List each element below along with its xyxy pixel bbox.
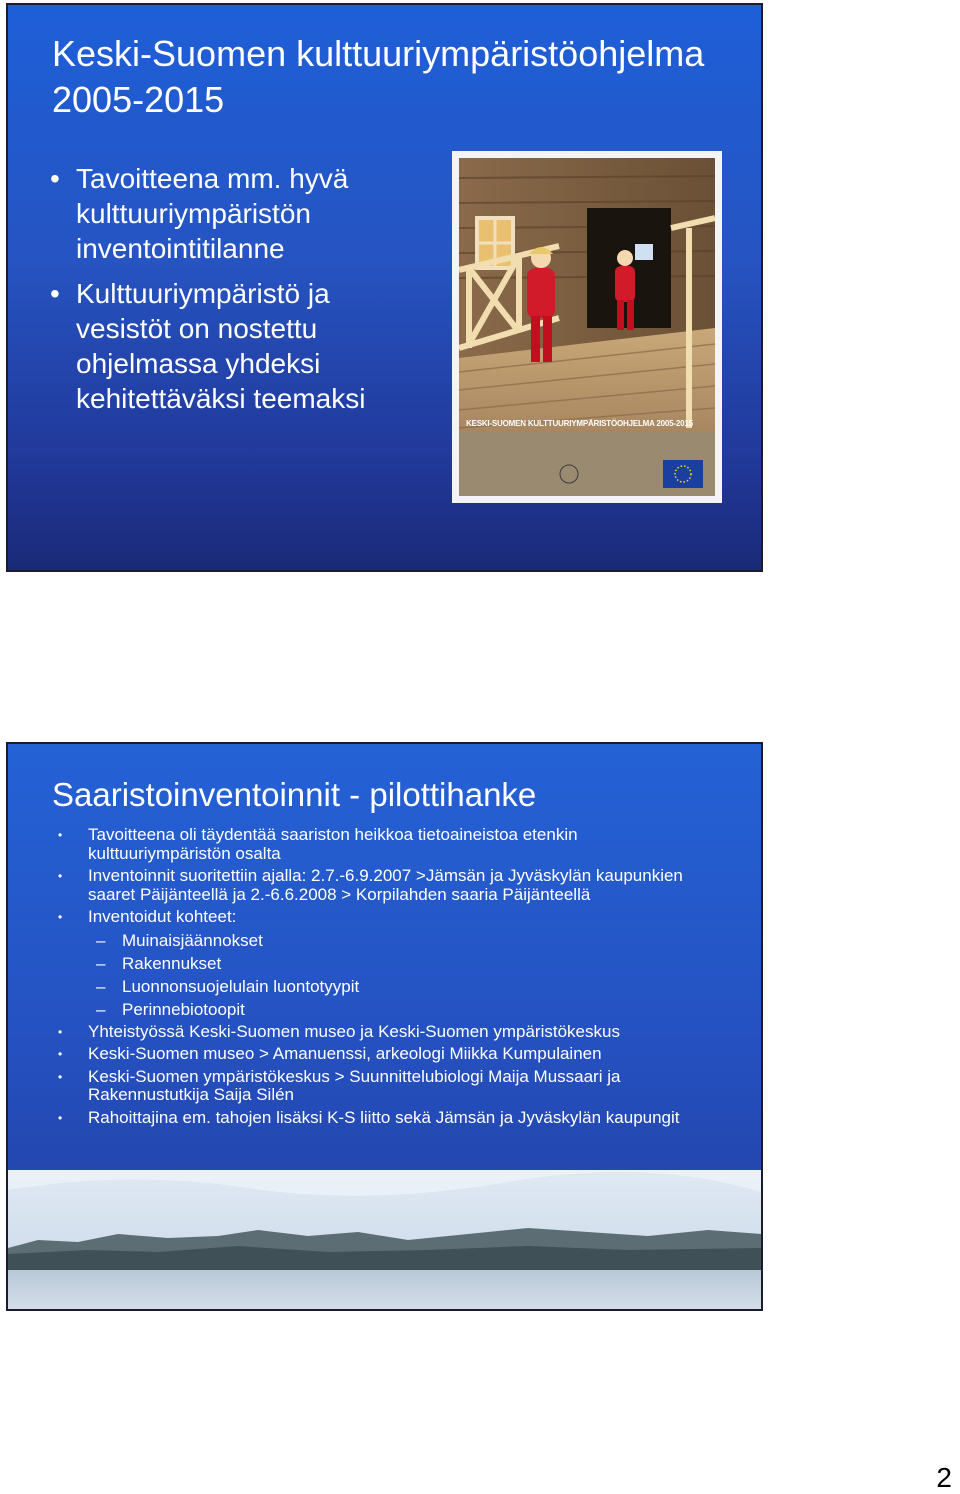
slide-1-title: Keski-Suomen kulttuuriympäristöohjelma 2005-2015: [52, 33, 705, 120]
sub-bullet: – Rakennukset: [88, 954, 718, 973]
cover-photo: [459, 158, 715, 496]
lake-landscape-image: [8, 1170, 761, 1309]
slide-2-title: Saaristoinventoinnit - pilottihanke: [52, 776, 537, 813]
sub-bullet: – Muinaisjäännokset: [88, 931, 718, 950]
slide-2-bullet: • Inventoinnit suoritettiin ajalla: 2.7.-6.9.2007 >Jämsän ja Jyväskylän kaupunkien saaret Päijänteellä ja 2.-6.6.2008 > Korpilahden saaria Päijänteellä: [58, 867, 718, 904]
slide-1-bullet: • Tavoitteena mm. hyvä kulttuuriympäristön inventointitilanne: [48, 161, 418, 266]
slide-2-bullet: • Keski-Suomen ympäristökeskus > Suunnittelubiologi Maija Mussaari ja Rakennustutkija Saija Silén: [58, 1068, 718, 1105]
slide-2-bullet: • Yhteistyössä Keski-Suomen museo ja Keski-Suomen ympäristökeskus: [58, 1023, 718, 1042]
slide-2-bullet-text: Inventoidut kohteet:: [88, 907, 237, 926]
sub-bullet: – Perinnebiotoopit: [88, 1000, 718, 1019]
slide-2-bullet: • Rahoittajina em. tahojen lisäksi K-S liitto sekä Jämsän ja Jyväskylän kaupungit: [58, 1109, 718, 1128]
slide-2-bullet: • Tavoitteena oli täydentää saariston heikkoa tietoaineistoa etenkin kulttuuriympäristön osalta: [58, 826, 718, 863]
page-number: 2: [936, 1462, 952, 1493]
slide-1-bullet: • Kulttuuriympäristö ja vesistöt on nostettu ohjelmassa yhdeksi kehitettäväksi teemaksi: [48, 276, 418, 416]
sub-bullet: – Luonnonsuojelulain luontotyypit: [88, 977, 718, 996]
slide-2: [6, 742, 763, 1311]
slide-2-bullet: • Keski-Suomen museo > Amanuenssi, arkeologi Miikka Kumpulainen: [58, 1045, 718, 1064]
slide-1: [6, 3, 763, 572]
sub-bullet-list: [88, 931, 718, 1019]
program-cover-image: [452, 151, 722, 503]
slide-1-bullet-list: [48, 161, 418, 426]
cover-caption: KESKI-SUOMEN KULTTUURIYMPÄRISTÖOHJELMA 2005-2015: [466, 419, 693, 428]
slide-2-bullet-list: [58, 826, 718, 1131]
slide-2-bullet-with-sublist: [58, 908, 718, 1019]
